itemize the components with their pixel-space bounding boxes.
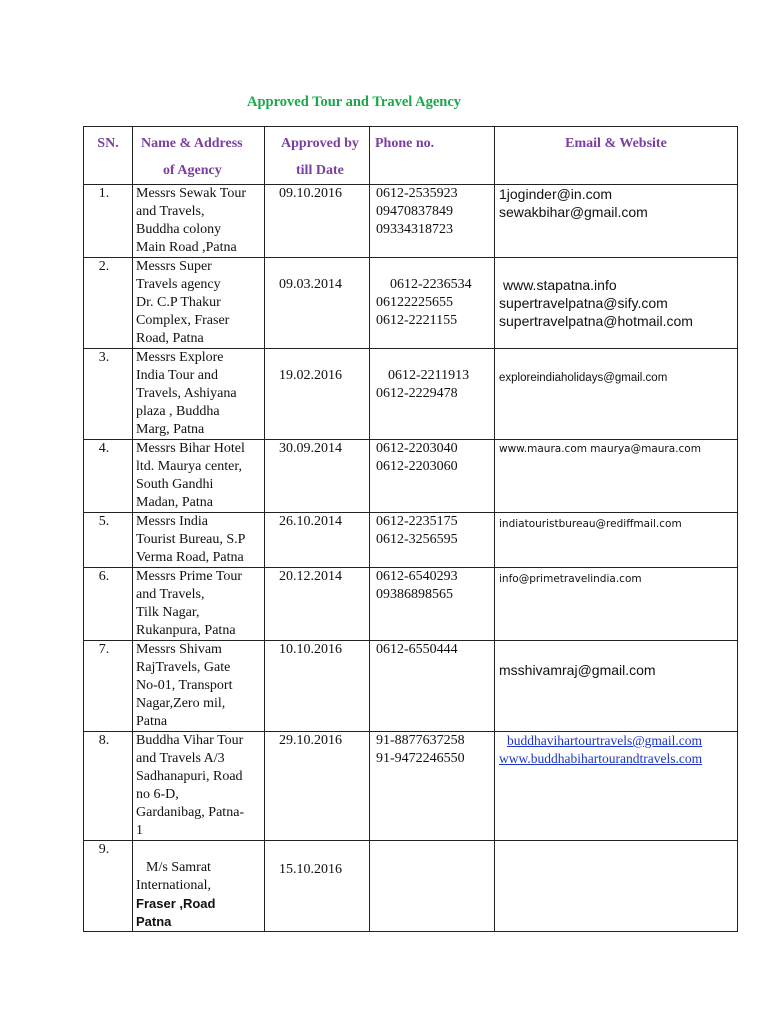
email-website: www.stapatna.info supertravelpatna@sify.com supertravelpatna@hotmail.com (495, 258, 738, 349)
table-row (84, 732, 738, 841)
approved-date: 30.09.2014 (265, 440, 370, 513)
table-row (84, 641, 738, 732)
approved-date: 15.10.2016 (265, 841, 370, 932)
agency-name-address: Messrs Explore India Tour and Travels, Ashiyana plaza , Buddha Marg, Patna (133, 349, 265, 440)
email-link[interactable]: buddhavihartourtravels@gmail.com (507, 733, 703, 748)
email-website (495, 841, 738, 932)
phone-numbers: 0612-6550444 (370, 641, 495, 732)
table-row (84, 568, 738, 641)
approved-date: 09.10.2016 (265, 185, 370, 258)
approved-date: 20.12.2014 (265, 568, 370, 641)
email-website: www.maura.com maurya@maura.com (495, 440, 738, 513)
phone-numbers: 0612-2235175 0612-3256595 (370, 513, 495, 568)
agency-name-address: Buddha Vihar Tour and Travels A/3 Sadhanapuri, Road no 6-D, Gardanibag, Patna- 1 (133, 732, 265, 841)
row-sn: 3. (84, 349, 133, 440)
phone-numbers: 0612-2535923 09470837849 09334318723 (370, 185, 495, 258)
header-email-website: Email & Website (495, 127, 738, 185)
agency-name-address: Messrs Super Travels agency Dr. C.P Thakur Complex, Fraser Road, Patna (133, 258, 265, 349)
agency-name-address: M/s Samrat International, Fraser ,Road Patna (133, 841, 265, 932)
row-sn: 9. (84, 841, 133, 932)
table-row (84, 258, 738, 349)
page-title: Approved Tour and Travel Agency (247, 94, 462, 110)
agency-name-address: Messrs Shivam RajTravels, Gate No-01, Transport Nagar,Zero mil, Patna (133, 641, 265, 732)
row-sn: 4. (84, 440, 133, 513)
table-row (84, 440, 738, 513)
header-approved-date: Approved by till Date (265, 127, 370, 185)
email-website: exploreindiaholidays@gmail.com (495, 349, 738, 440)
agency-name-address: Messrs Sewak Tour and Travels, Buddha colony Main Road ,Patna (133, 185, 265, 258)
row-sn: 8. (84, 732, 133, 841)
row-sn: 7. (84, 641, 133, 732)
table-row (84, 185, 738, 258)
table-row (84, 841, 738, 932)
website-link[interactable]: www.buddhabihartourandtravels.com (499, 751, 703, 766)
approved-date: 10.10.2016 (265, 641, 370, 732)
row-sn: 1. (84, 185, 133, 258)
approved-date: 26.10.2014 (265, 513, 370, 568)
phone-numbers: 0612-2203040 0612-2203060 (370, 440, 495, 513)
header-name-address: Name & Address of Agency (133, 127, 265, 185)
row-sn: 2. (84, 258, 133, 349)
phone-numbers: 0612-6540293 09386898565 (370, 568, 495, 641)
email-website: 1joginder@in.com sewakbihar@gmail.com (495, 185, 738, 258)
phone-numbers: 0612-2236534 06122225655 0612-2221155 (370, 258, 495, 349)
phone-numbers: 0612-2211913 0612-2229478 (370, 349, 495, 440)
email-website (495, 732, 738, 841)
header-sn: SN. (84, 127, 133, 185)
phone-numbers: 91-8877637258 91-9472246550 (370, 732, 495, 841)
phone-numbers (370, 841, 495, 932)
row-sn: 6. (84, 568, 133, 641)
agency-name-address: Messrs Prime Tour and Travels, Tilk Nagar, Rukanpura, Patna (133, 568, 265, 641)
email-website: info@primetravelindia.com (495, 568, 738, 641)
header-phone: Phone no. (370, 127, 495, 185)
table-row (84, 513, 738, 568)
email-website: msshivamraj@gmail.com (495, 641, 738, 732)
agency-name-address: Messrs Bihar Hotel ltd. Maurya center, South Gandhi Madan, Patna (133, 440, 265, 513)
approved-date: 29.10.2016 (265, 732, 370, 841)
approved-date: 09.03.2014 (265, 258, 370, 349)
table-row (84, 349, 738, 440)
row-sn: 5. (84, 513, 133, 568)
agency-name-address: Messrs India Tourist Bureau, S.P Verma Road, Patna (133, 513, 265, 568)
agency-table (83, 126, 738, 932)
email-website: indiatouristbureau@rediffmail.com (495, 513, 738, 568)
table-header-row (84, 127, 738, 185)
approved-date: 19.02.2016 (265, 349, 370, 440)
